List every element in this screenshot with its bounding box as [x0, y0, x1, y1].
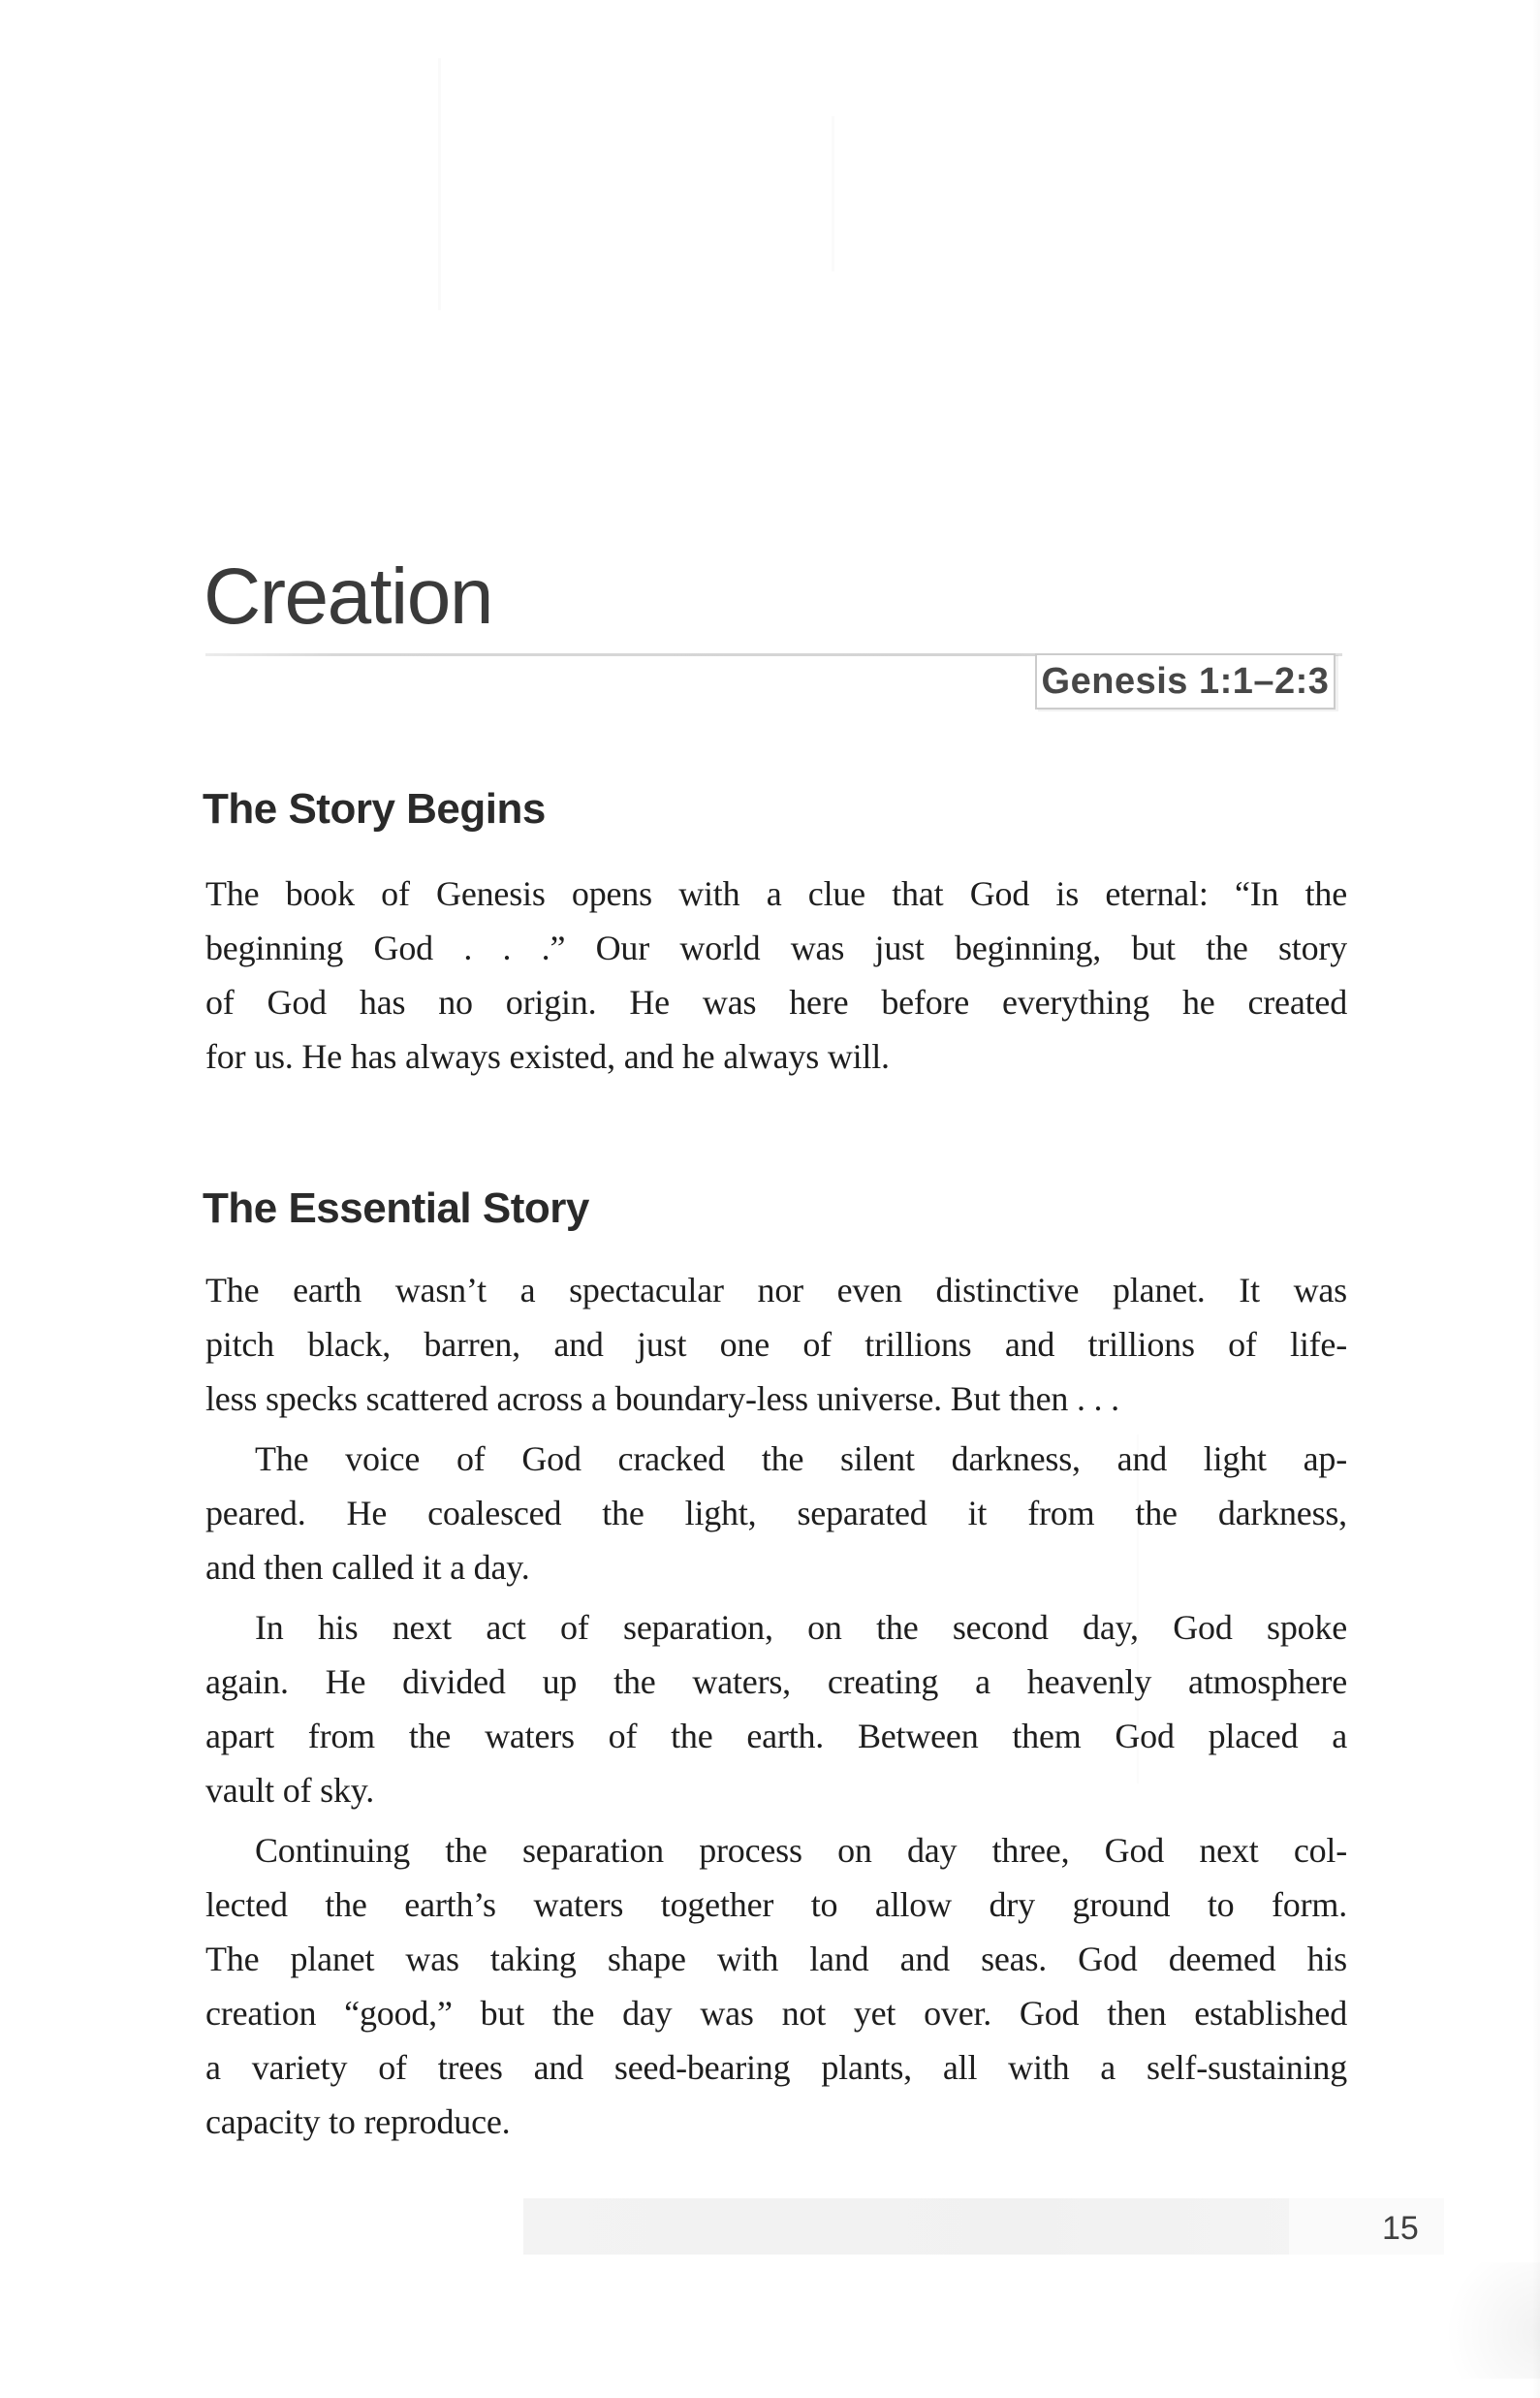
body-line: The book of Genesis opens with a clue that God is eternal: “In the — [205, 874, 1347, 913]
paragraph — [205, 867, 1347, 1084]
body-line: pitch black, barren, and just one of trillions and trillions of life- — [205, 1325, 1347, 1364]
body-line: of God has no origin. He was here before everything he created — [205, 983, 1347, 1022]
body-line: less specks scattered across a boundary-less universe. But then . . . — [205, 1379, 1119, 1418]
body-line: The voice of God cracked the silent darkness, and light ap- — [255, 1439, 1347, 1478]
body-line: The earth wasn’t a spectacular nor even distinctive planet. It was — [205, 1271, 1347, 1309]
body-line: lected the earth’s waters together to allow dry ground to form. — [205, 1885, 1347, 1924]
body-line: a variety of trees and seed-bearing plants, all with a self-sustaining — [205, 2048, 1347, 2087]
section-heading-essential-story: The Essential Story — [203, 1184, 589, 1232]
body-line: creation “good,” but the day was not yet over. God then established — [205, 1994, 1347, 2033]
page-number: 15 — [1382, 2210, 1419, 2247]
scan-band — [523, 2198, 1444, 2255]
scan-artifact — [1137, 1435, 1139, 1783]
body-line: In his next act of separation, on the second day, God spoke — [255, 1608, 1347, 1647]
section-heading-story-begins: The Story Begins — [203, 785, 546, 833]
body-line: and then called it a day. — [205, 1548, 530, 1587]
paragraph — [205, 1600, 1347, 1817]
body-line: capacity to reproduce. — [205, 2102, 511, 2141]
body-line: vault of sky. — [205, 1771, 375, 1810]
scripture-reference-text: Genesis 1:1–2:3 — [1041, 660, 1330, 702]
chapter-title: Creation — [204, 552, 492, 641]
scan-band-highlight — [1289, 2198, 1444, 2255]
scan-smudge — [1424, 2262, 1540, 2379]
section-body-story-begins — [205, 867, 1347, 1089]
paragraph — [205, 1432, 1347, 1594]
body-line: The planet was taking shape with land and seas. God deemed his — [205, 1940, 1347, 1978]
body-line: beginning God . . .” Our world was just beginning, but the story — [205, 929, 1347, 967]
section-body-essential-story — [205, 1263, 1347, 2155]
scan-artifact — [438, 58, 441, 310]
scan-edge-shade — [1532, 0, 1540, 2398]
paragraph — [205, 1263, 1347, 1426]
paragraph — [205, 1823, 1347, 2149]
scripture-reference-badge — [1035, 653, 1336, 710]
body-line: Continuing the separation process on day three, God next col- — [255, 1831, 1347, 1870]
body-line: again. He divided up the waters, creating a heavenly atmosphere — [205, 1662, 1347, 1701]
scan-artifact — [832, 116, 834, 271]
body-line: apart from the waters of the earth. Between them God placed a — [205, 1717, 1347, 1755]
body-line: for us. He has always existed, and he always will. — [205, 1037, 890, 1076]
body-line: peared. He coalesced the light, separated it from the darkness, — [205, 1494, 1347, 1532]
